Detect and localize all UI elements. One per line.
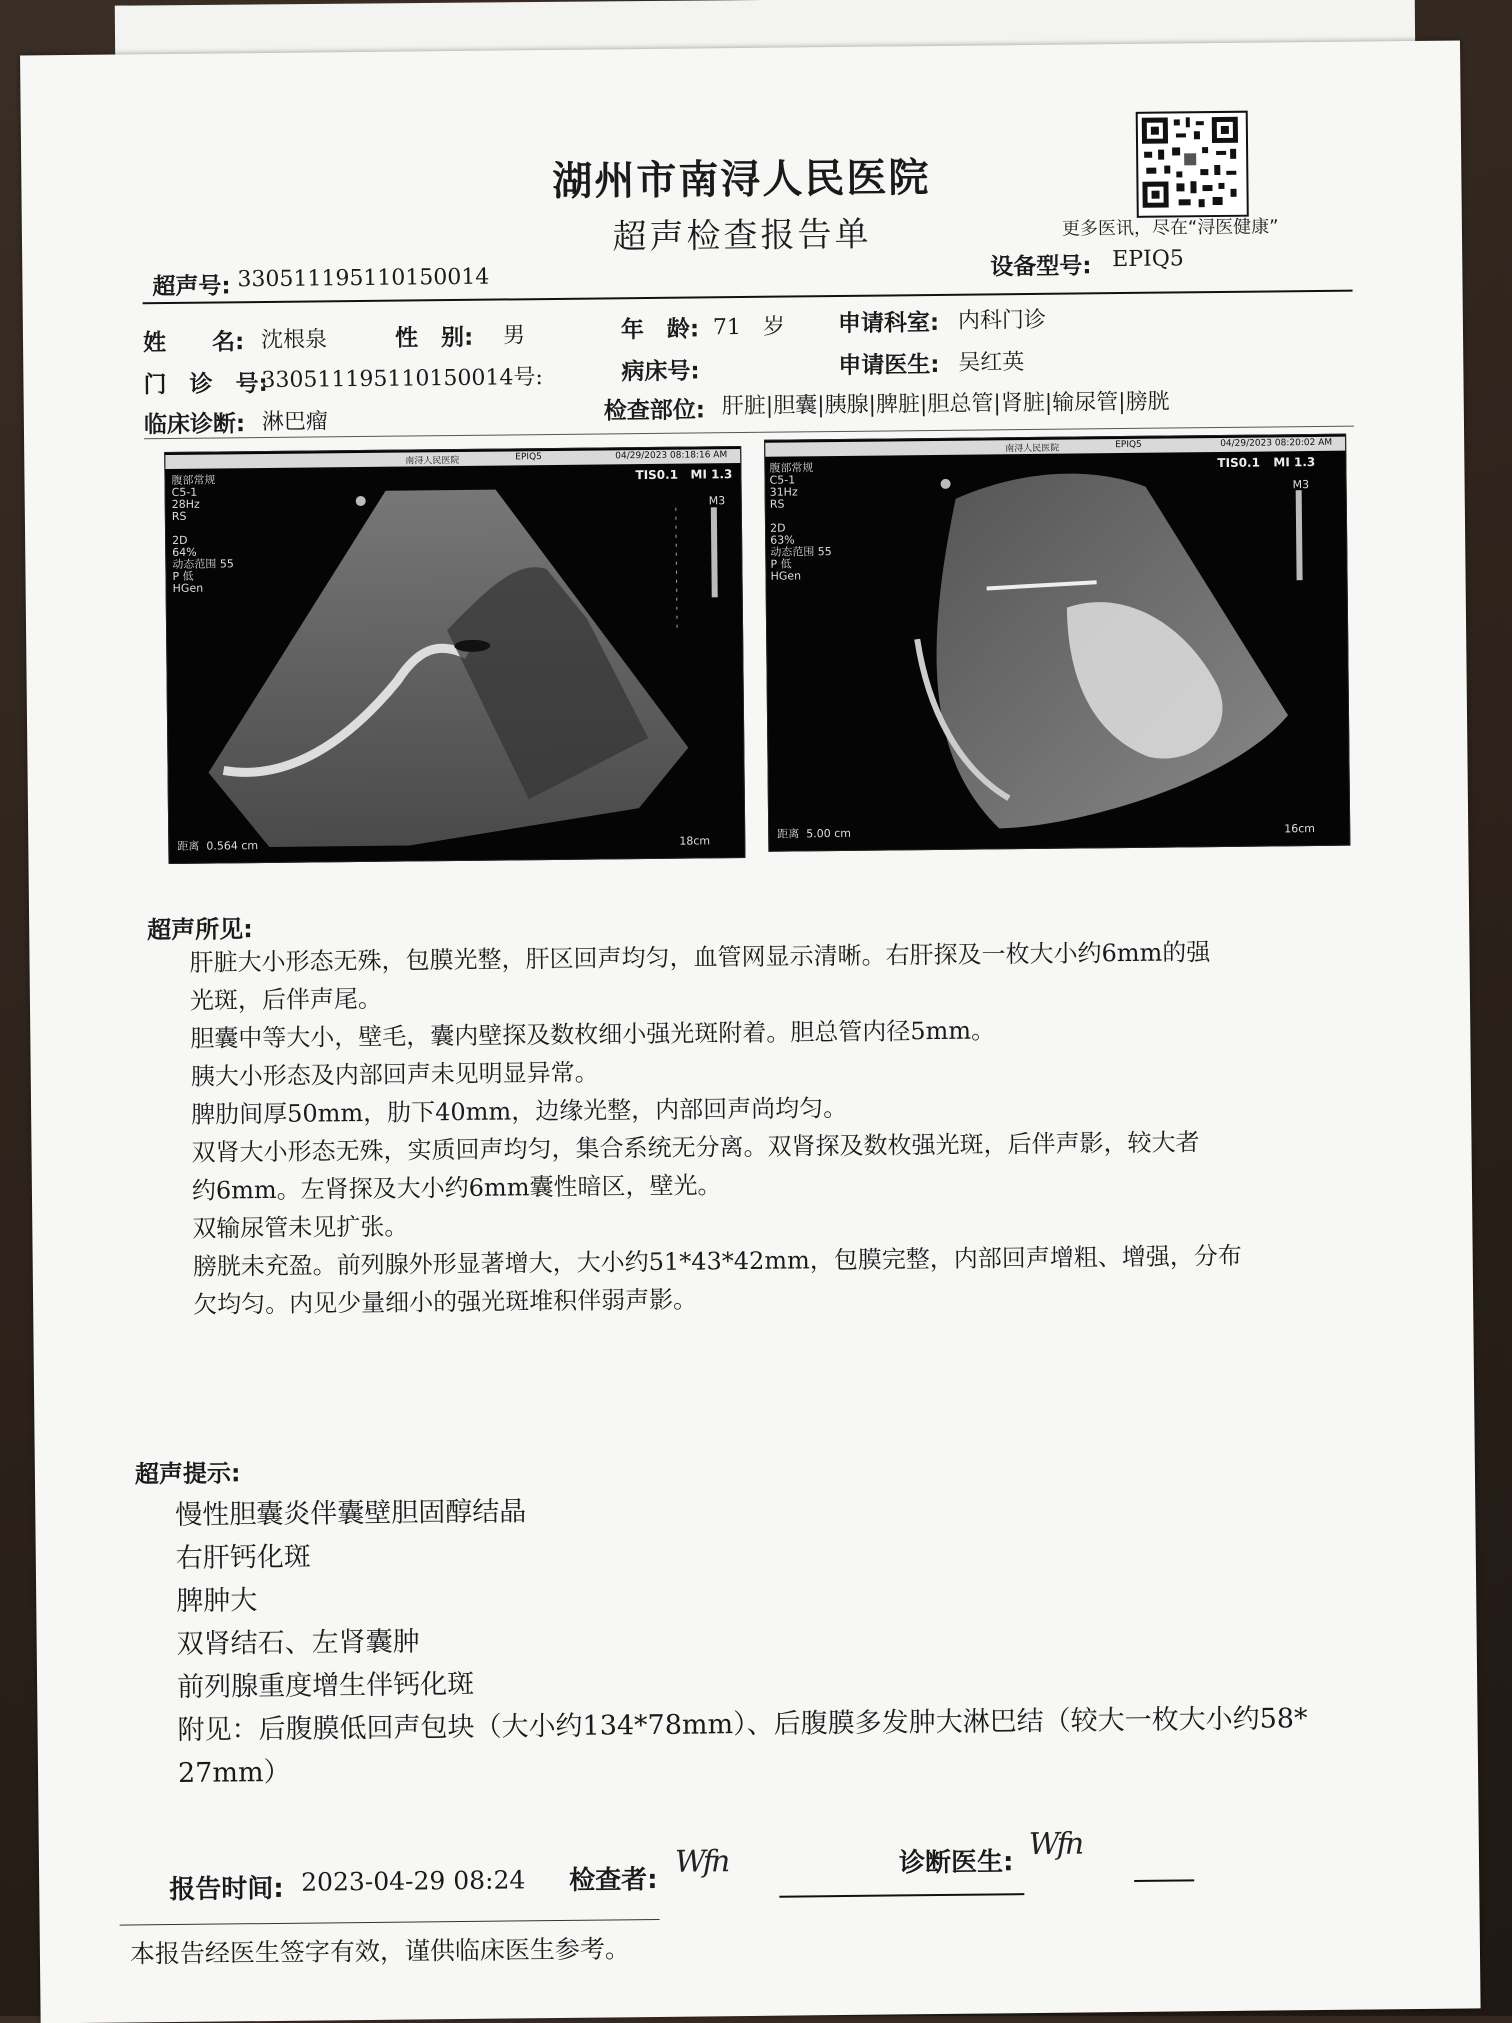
doctor-label: 申请医生: xyxy=(838,351,940,379)
image-1-scan xyxy=(165,447,744,863)
age-label: 年 龄: xyxy=(620,316,700,344)
patient-age: 71 岁 xyxy=(712,314,786,341)
findings-line: 肝脏大小形态无殊，包膜光整，肝区回声均匀，血管网显示清晰。右肝探及一枚大小约6mm的强 xyxy=(189,938,1211,977)
device-model: EPIQ5 xyxy=(1112,246,1184,273)
image-2-tis: TIS0.1 xyxy=(1217,455,1261,471)
findings-line: 约6mm。左肾探及大小约6mm囊性暗区，壁光。 xyxy=(191,1171,722,1205)
image-1-tis: TIS0.1 xyxy=(635,467,679,483)
image-2-scale: M3 xyxy=(1292,478,1310,492)
conclusion-line: 27mm） xyxy=(177,1756,291,1789)
conclusion-line: 右肝钙化斑 xyxy=(175,1541,311,1574)
exam-parts: 肝脏|胆囊|胰腺|脾脏|胆总管|肾脏|输尿管|膀胱 xyxy=(721,389,1170,420)
conclusion-line: 双肾结石、左肾囊肿 xyxy=(176,1626,420,1660)
ultrasound-no: 330511195110150014 xyxy=(237,264,490,293)
image-2-scan xyxy=(765,435,1349,851)
name-label: 姓 名: xyxy=(142,329,245,357)
signature-rule xyxy=(779,1893,1024,1898)
diag-doctor-label: 诊断医生: xyxy=(898,1847,1014,1879)
image-2-hospital: 南浔人民医院 xyxy=(1005,443,1060,455)
image-2-depth: 16cm xyxy=(1284,822,1316,836)
image-1-mi: MI 1.3 xyxy=(690,467,733,482)
footer-rule xyxy=(120,1919,660,1926)
findings-line: 膀胱未充盈。前列腺外形显著增大，大小约51*43*42mm，包膜完整，内部回声增粗、增强，分布 xyxy=(192,1241,1242,1281)
clinic-no: 330511195110150014号: xyxy=(261,365,543,394)
clinic-no-label: 门 诊 号: xyxy=(143,370,268,399)
findings-line: 脾肋间厚50mm，肋下40mm，边缘光整，内部回声尚均匀。 xyxy=(190,1093,848,1129)
image-2-distance: 距离 5.00 cm xyxy=(777,826,852,841)
patient-name: 沈根泉 xyxy=(260,327,328,354)
conclusion-label: 超声提示: xyxy=(134,1459,241,1489)
image-1-hospital: 南浔人民医院 xyxy=(405,455,460,467)
examiner-signature: Wfn xyxy=(674,1844,728,1880)
conclusion-line: 附见：后腹膜低回声包块（大小约134*78mm）、后腹膜多发肿大淋巴结（较大一枚大小约58* xyxy=(177,1703,1308,1746)
image-1-distance: 距离 0.564 cm xyxy=(177,839,259,853)
findings-line: 双肾大小形态无殊，实质回声均匀，集合系统无分离。双肾探及数枚强光斑，后伴声影，较大者 xyxy=(191,1128,1200,1167)
qr-code-icon xyxy=(1136,111,1249,218)
report-time: 2023-04-29 08:24 xyxy=(301,1865,526,1897)
clinical-diagnosis: 淋巴瘤 xyxy=(261,409,329,436)
findings-line: 胆囊中等大小，壁毛，囊内壁探及数枚细小强光斑附着。胆总管内径5mm。 xyxy=(190,1016,996,1053)
ultrasound-image-1 xyxy=(164,446,745,864)
image-1-depth: 18cm xyxy=(679,834,711,848)
qr-note: 更多医讯，尽在“浔医健康” xyxy=(1061,216,1279,240)
report-sheet xyxy=(20,40,1481,2023)
image-2-params: 腹部常规 C5-1 31Hz RS 2D 63% 动态范围 55 P 低 HGen xyxy=(769,461,832,583)
findings-line: 欠均匀。内见少量细小的强光斑堆积伴弱声影。 xyxy=(192,1285,698,1319)
image-1-params: 腹部常规 C5-1 28Hz RS 2D 64% 动态范围 55 P 低 HGen xyxy=(171,473,234,595)
image-2-mi: MI 1.3 xyxy=(1273,454,1316,470)
examiner-label: 检查者: xyxy=(569,1864,658,1896)
diag-doctor-signature: Wfn xyxy=(1028,1826,1082,1863)
report-title: 超声检查报告单 xyxy=(612,214,872,258)
image-1-scale: M3 xyxy=(708,494,726,508)
sex-label: 性 别: xyxy=(394,324,474,352)
image-2-datetime: 04/29/2023 08:20:02 AM xyxy=(1220,437,1333,449)
disclaimer: 本报告经医生签字有效，谨供临床医生参考。 xyxy=(129,1934,631,1969)
bed-label: 病床号: xyxy=(621,358,700,386)
image-1-model: EPIQ5 xyxy=(515,452,542,463)
device-label: 设备型号: xyxy=(990,253,1092,281)
diagnosis-label: 临床诊断: xyxy=(143,411,246,439)
ultrasound-image-2 xyxy=(764,434,1350,852)
image-2-model: EPIQ5 xyxy=(1115,439,1142,451)
findings-text xyxy=(189,933,1242,1324)
request-dept: 内科门诊 xyxy=(957,307,1047,334)
findings-line: 双输尿管未见扩张。 xyxy=(192,1212,409,1243)
patient-sex: 男 xyxy=(502,323,526,349)
report-time-label: 报告时间: xyxy=(169,1873,284,1906)
exam-part-label: 检查部位: xyxy=(603,397,706,425)
conclusion-text xyxy=(175,1482,1308,1795)
conclusion-line: 慢性胆囊炎伴囊壁胆固醇结晶 xyxy=(175,1496,527,1531)
image-1-datetime: 04/29/2023 08:18:16 AM xyxy=(615,450,728,462)
findings-line: 光斑，后伴声尾。 xyxy=(189,984,383,1015)
findings-line: 胰大小形态及内部回声未见明显异常。 xyxy=(190,1058,599,1091)
header-rule xyxy=(143,290,1353,305)
ultrasound-no-label: 超声号: xyxy=(152,273,231,301)
findings-label: 超声所见: xyxy=(147,915,253,945)
signature-rule-2 xyxy=(1134,1879,1194,1882)
hospital-name: 湖州市南浔人民医院 xyxy=(552,155,931,205)
conclusion-line: 前列腺重度增生伴钙化斑 xyxy=(176,1668,475,1703)
conclusion-line: 脾肿大 xyxy=(176,1585,258,1617)
dept-label: 申请科室: xyxy=(837,309,940,337)
request-doctor: 吴红英 xyxy=(958,350,1025,376)
